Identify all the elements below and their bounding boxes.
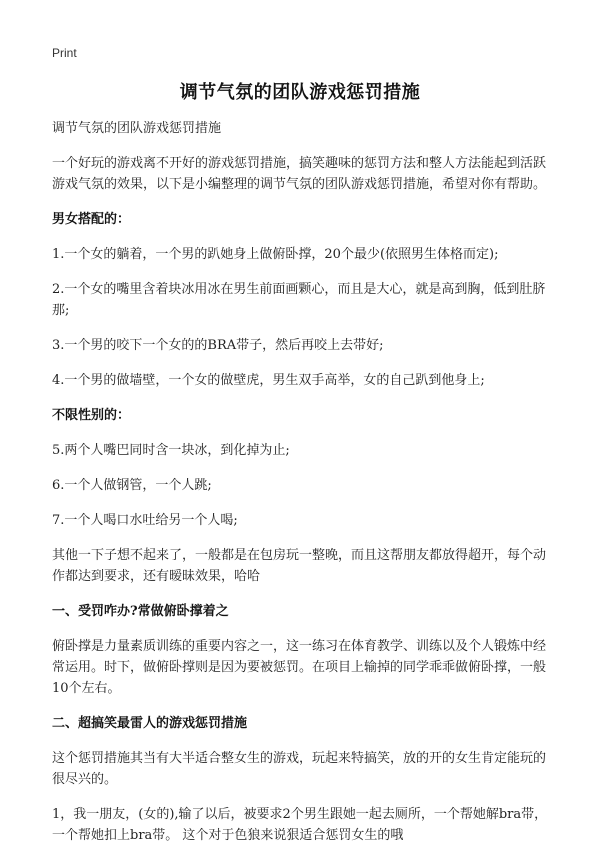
pushups-paragraph: 俯卧撑是力量素质训练的重要内容之一，这一练习在体育教学、训练以及个人锻炼中经常运用。时下，做俯卧撑则是因为要被惩罚。在项目上输掉的同学乖乖做俯卧撑，一般10个左右。 xyxy=(52,639,547,696)
intro-paragraph: 一个好玩的游戏离不开好的游戏惩罚措施，搞笑趣味的惩罚方法和整人方法能起到活跃游戏气氛的效果，以下是小编整理的调节气氛的团队游戏惩罚措施，希望对你有帮助。 xyxy=(52,156,547,192)
document-body xyxy=(52,118,552,860)
funny-paragraph: 这个惩罚措施其当有大半适合整女生的游戏，玩起来特搞笑，放的开的女生肯定能玩的很尽兴的。 xyxy=(52,751,547,787)
document-title: 调节气氛的团队游戏惩罚措施 xyxy=(179,82,421,103)
print-label[interactable]: Print xyxy=(52,46,77,60)
list-item: 4.一个男的做墙壁，一个女的做壁虎，男生双手高举，女的自己趴到他身上; xyxy=(52,373,485,388)
list-item: 7.一个人喝口水吐给另一个人喝; xyxy=(52,513,238,528)
list-item: 3.一个男的咬下一个女的的BRA带子，然后再咬上去带好; xyxy=(52,338,384,353)
section-heading-any-gender: 不限性别的： xyxy=(52,408,131,423)
list-item: 6.一个人做钢管，一个人跳; xyxy=(52,478,212,493)
closing-paragraph: 其他一下子想不起来了，一般都是在包房玩一整晚，而且这帮朋友都放得超开，每个动作都达到要求，还有暧昧效果，哈哈 xyxy=(52,548,547,584)
section-heading-funny: 二、超搞笑最雷人的游戏惩罚措施 xyxy=(52,716,248,731)
list-item: 1.一个女的躺着，一个男的趴她身上做俯卧撑，20个最少(依照男生体格而定); xyxy=(52,247,499,262)
list-item: 5.两个人嘴巴同时含一块冰，到化掉为止; xyxy=(52,443,290,458)
section-heading-pushups: 一、受罚咋办?常做俯卧撑着之 xyxy=(52,604,229,619)
list-item: 2.一个女的嘴里含着块冰用冰在男生前面画颗心，而且是大心，就是高到胸，低到肚脐那; xyxy=(52,282,546,318)
subtitle: 调节气氛的团队游戏惩罚措施 xyxy=(52,121,222,136)
list-item: 1，我一朋友，(女的),输了以后，被要求2个男生跟她一起去厕所，一个帮她解bra带，一个帮她扣上bra带。 这个对于色狼来说狠适合惩罚女生的哦 xyxy=(52,807,548,843)
section-heading-mixed: 男女搭配的： xyxy=(52,212,131,227)
